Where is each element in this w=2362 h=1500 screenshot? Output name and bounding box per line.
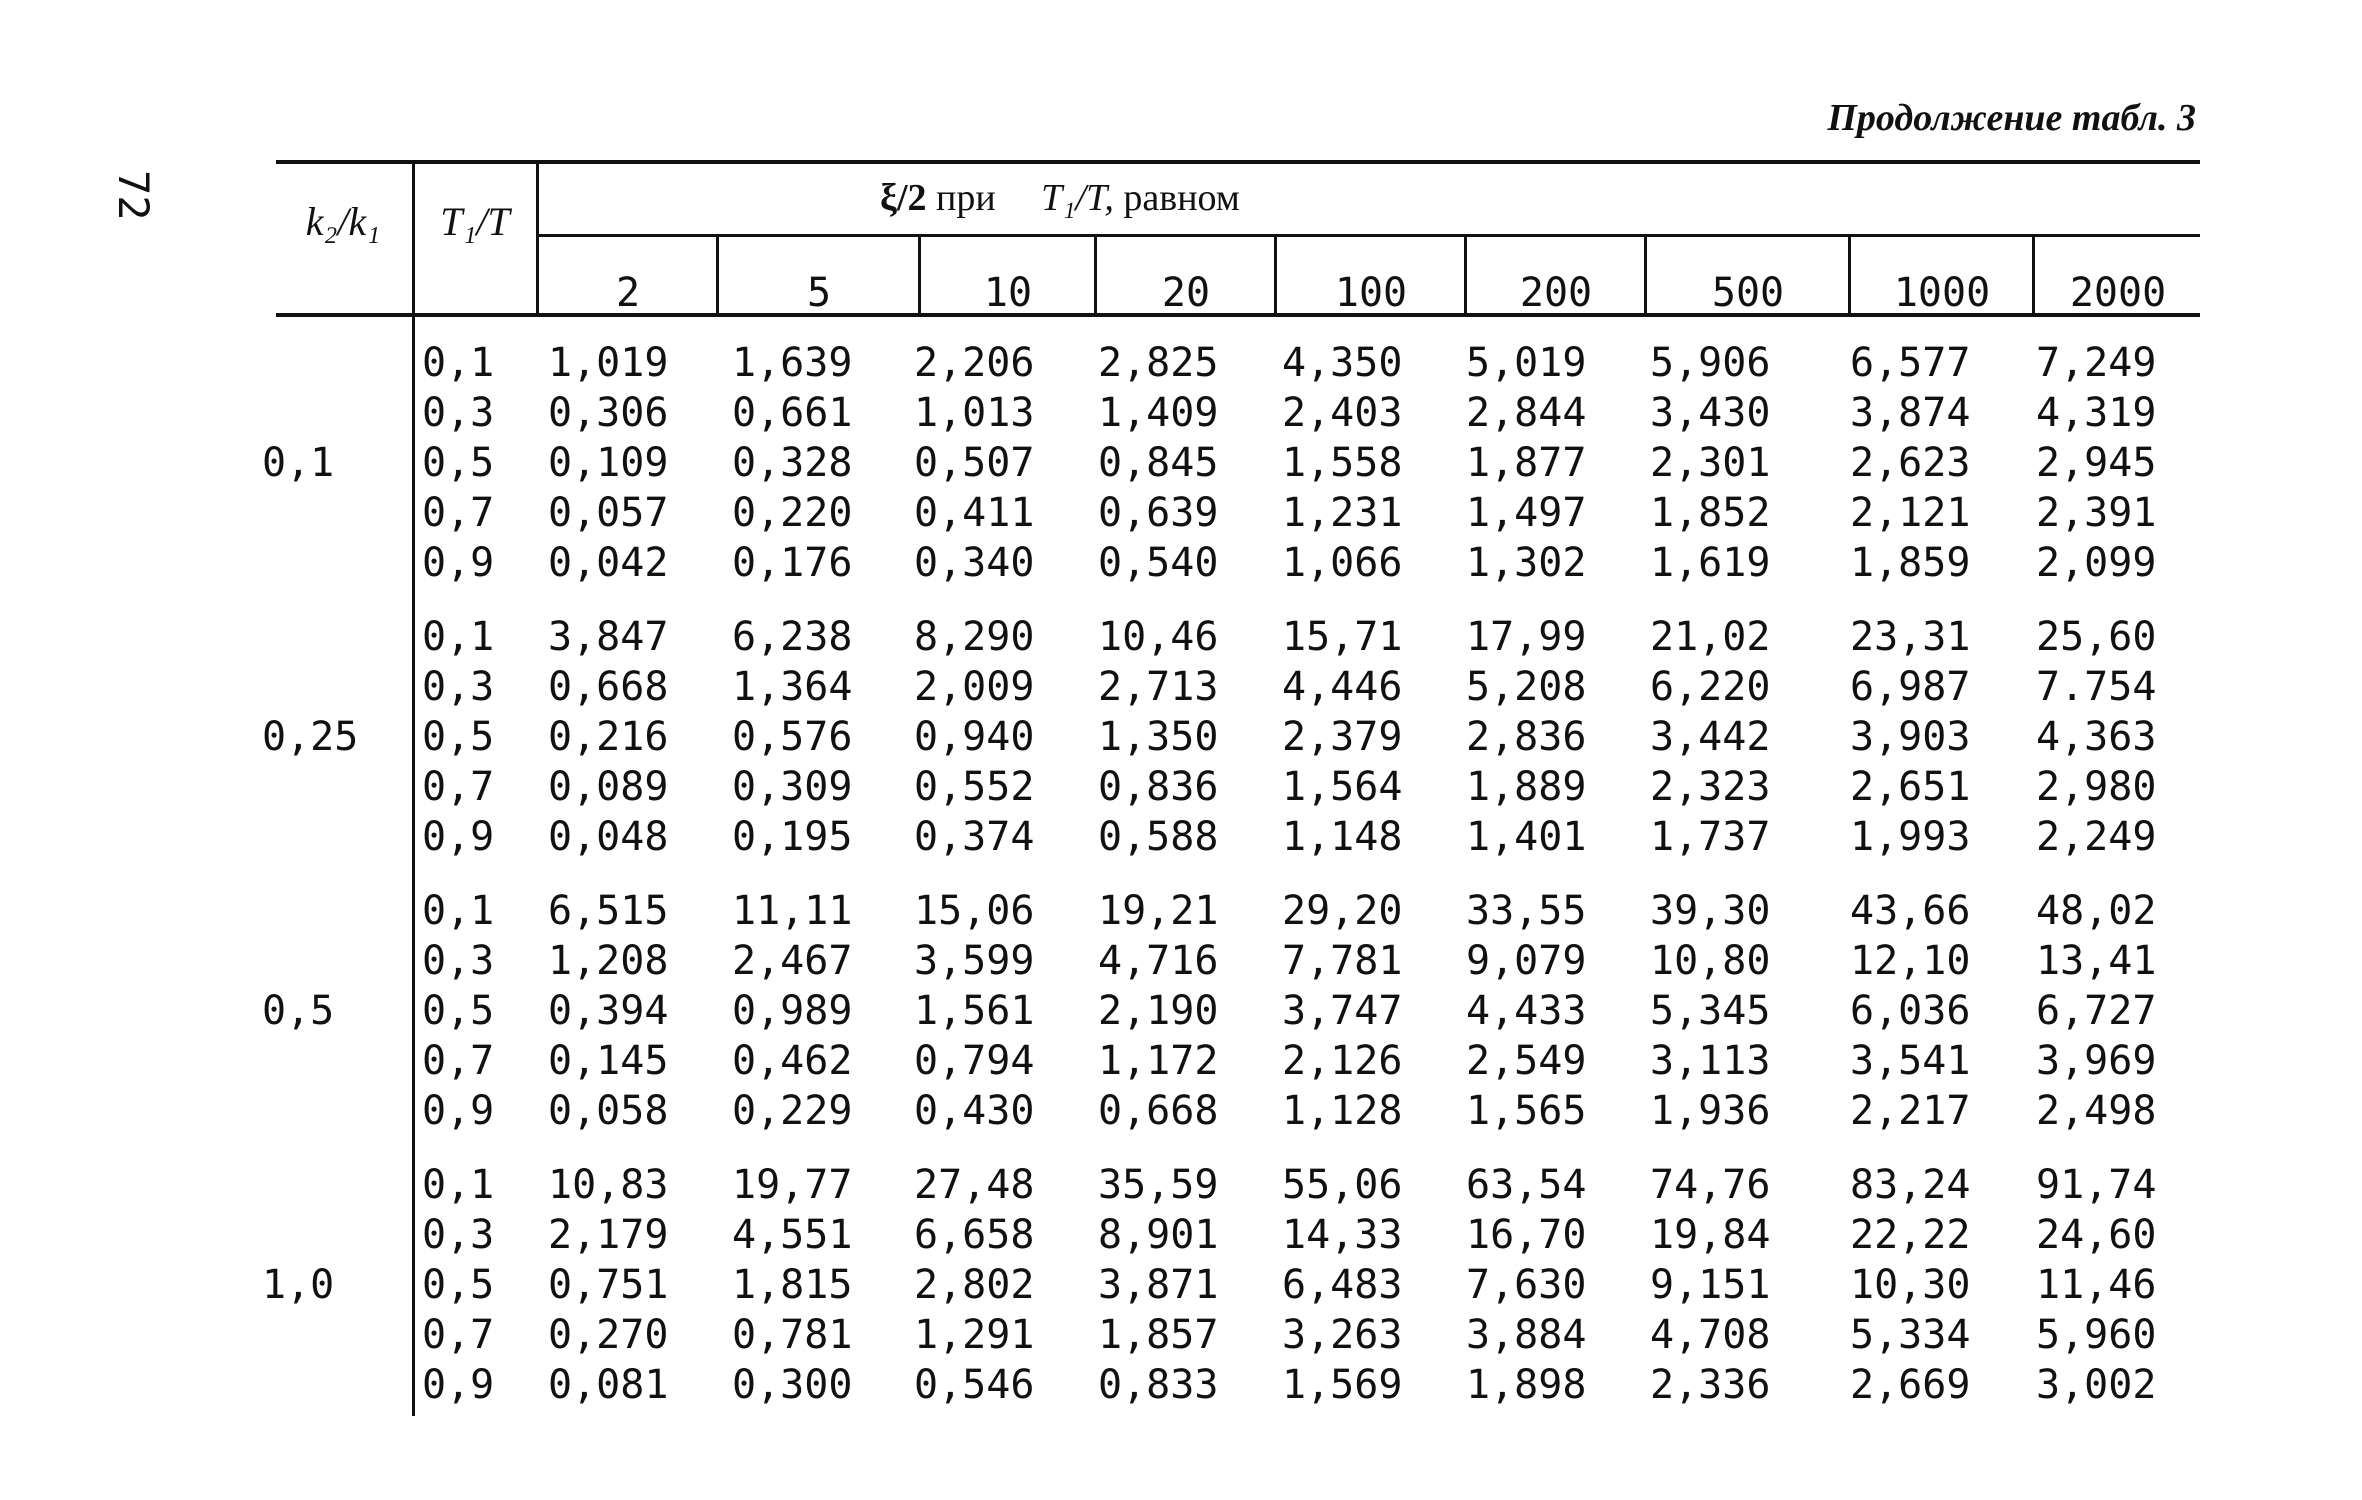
table-cell: 2,945	[2036, 440, 2157, 486]
t-ratio-value: 0,7	[422, 1038, 495, 1084]
table-cell: 2,190	[1098, 988, 1219, 1034]
table-cell: 0,081	[548, 1362, 669, 1408]
table-cell: 0,394	[548, 988, 669, 1034]
table-cell: 0,845	[1098, 440, 1219, 486]
table-cell: 0,540	[1098, 540, 1219, 586]
t-ratio-value: 0,3	[422, 1212, 495, 1258]
table-cell: 1,898	[1466, 1362, 1587, 1408]
header-divider	[2032, 236, 2035, 316]
table-cell: 4,350	[1282, 340, 1403, 386]
table-cell: 6,238	[732, 614, 853, 660]
t-ratio-value: 0,9	[422, 540, 495, 586]
table-cell: 2,836	[1466, 714, 1587, 760]
table-cell: 0,374	[914, 814, 1035, 860]
table-cell: 2,980	[2036, 764, 2157, 810]
column-header: 20	[1161, 270, 1211, 316]
table-cell: 1,889	[1466, 764, 1587, 810]
t-ratio-value: 0,3	[422, 664, 495, 710]
table-cell: 4,319	[2036, 390, 2157, 436]
t-ratio-value: 0,3	[422, 938, 495, 984]
table-cell: 24,60	[2036, 1212, 2157, 1258]
table-cell: 8,901	[1098, 1212, 1219, 1258]
table-cell: 10,30	[1850, 1262, 1971, 1308]
table-cell: 0,833	[1098, 1362, 1219, 1408]
table-cell: 1,066	[1282, 540, 1403, 586]
k-ratio-value: 0,1	[262, 440, 335, 486]
t-ratio-value: 0,7	[422, 490, 495, 536]
table-cell: 1,737	[1650, 814, 1771, 860]
t-ratio-header: T₁/T	[440, 199, 510, 244]
table-cell: 0,576	[732, 714, 853, 760]
table-cell: 0,940	[914, 714, 1035, 760]
header-divider	[716, 236, 719, 316]
table-cell: 6,483	[1282, 1262, 1403, 1308]
table-cell: 0,507	[914, 440, 1035, 486]
table-top-rule	[276, 160, 2200, 164]
table-cell: 2,206	[914, 340, 1035, 386]
table-cell: 2,301	[1650, 440, 1771, 486]
table-cell: 4,433	[1466, 988, 1587, 1034]
table-cell: 1,619	[1650, 540, 1771, 586]
table-cell: 1,172	[1098, 1038, 1219, 1084]
table-cell: 7,630	[1466, 1262, 1587, 1308]
table-cell: 3,430	[1650, 390, 1771, 436]
table-cell: 23,31	[1850, 614, 1971, 660]
t-ratio-value: 0,9	[422, 814, 495, 860]
table-cell: 19,77	[732, 1162, 853, 1208]
table-cell: 1,350	[1098, 714, 1219, 760]
table-cell: 63,54	[1466, 1162, 1587, 1208]
k-ratio-value: 0,5	[262, 988, 335, 1034]
table-cell: 0,546	[914, 1362, 1035, 1408]
group-title-at: при	[936, 177, 996, 219]
table-cell: 1,364	[732, 664, 853, 710]
table-cell: 0,781	[732, 1312, 853, 1358]
table-cell: 16,70	[1466, 1212, 1587, 1258]
table-cell: 19,21	[1098, 888, 1219, 934]
table-cell: 0,661	[732, 390, 853, 436]
table-cell: 6,577	[1850, 340, 1971, 386]
table-cell: 3,969	[2036, 1038, 2157, 1084]
table-cell: 1,565	[1466, 1088, 1587, 1134]
column-header: 500	[1711, 270, 1785, 316]
table-cell: 1,019	[548, 340, 669, 386]
table-cell: 1,302	[1466, 540, 1587, 586]
header-divider	[536, 160, 539, 316]
table-cell: 12,10	[1850, 938, 1971, 984]
body-divider	[412, 316, 415, 1416]
table-cell: 1,993	[1850, 814, 1971, 860]
table-cell: 3,747	[1282, 988, 1403, 1034]
table-cell: 48,02	[2036, 888, 2157, 934]
k-ratio-value: 1,0	[262, 1262, 335, 1308]
table-cell: 2,009	[914, 664, 1035, 710]
table-cell: 2,323	[1650, 764, 1771, 810]
table-cell: 0,639	[1098, 490, 1219, 536]
table-cell: 6,036	[1850, 988, 1971, 1034]
t-ratio-value: 0,5	[422, 714, 495, 760]
table-cell: 0,109	[548, 440, 669, 486]
table-cell: 0,340	[914, 540, 1035, 586]
table-cell: 10,83	[548, 1162, 669, 1208]
table-cell: 11,11	[732, 888, 853, 934]
header-divider	[1464, 236, 1467, 316]
table-cell: 0,270	[548, 1312, 669, 1358]
t-ratio-value: 0,5	[422, 988, 495, 1034]
table-cell: 3,541	[1850, 1038, 1971, 1084]
header-divider	[918, 236, 921, 316]
table-cell: 3,847	[548, 614, 669, 660]
table-cell: 3,874	[1850, 390, 1971, 436]
table-cell: 0,300	[732, 1362, 853, 1408]
table-cell: 5,960	[2036, 1312, 2157, 1358]
table-cell: 11,46	[2036, 1262, 2157, 1308]
table-cell: 9,079	[1466, 938, 1587, 984]
table-cell: 6,658	[914, 1212, 1035, 1258]
t-ratio-value: 0,1	[422, 340, 495, 386]
header-mid-rule	[536, 234, 2200, 237]
table-cell: 2,099	[2036, 540, 2157, 586]
group-title	[880, 176, 1240, 220]
column-header: 100	[1334, 270, 1408, 316]
table-cell: 1,208	[548, 938, 669, 984]
table-cell: 0,220	[732, 490, 853, 536]
table-cell: 2,549	[1466, 1038, 1587, 1084]
page-number: 72	[109, 170, 158, 221]
table-cell: 2,179	[548, 1212, 669, 1258]
column-header: 200	[1519, 270, 1593, 316]
header-divider	[1274, 236, 1277, 316]
table-cell: 1,291	[914, 1312, 1035, 1358]
table-cell: 0,588	[1098, 814, 1219, 860]
table-cell: 0,462	[732, 1038, 853, 1084]
table-cell: 0,048	[548, 814, 669, 860]
table-cell: 15,06	[914, 888, 1035, 934]
table-cell: 0,176	[732, 540, 853, 586]
table-cell: 2,336	[1650, 1362, 1771, 1408]
column-header: 2000	[2069, 270, 2167, 316]
table-cell: 0,668	[548, 664, 669, 710]
table-cell: 1,936	[1650, 1088, 1771, 1134]
table-cell: 2,403	[1282, 390, 1403, 436]
table-cell: 0,411	[914, 490, 1035, 536]
table-cell: 1,639	[732, 340, 853, 386]
table-cell: 5,019	[1466, 340, 1587, 386]
table-cell: 33,55	[1466, 888, 1587, 934]
table-cell: 3,599	[914, 938, 1035, 984]
table-cell: 6,727	[2036, 988, 2157, 1034]
table-cell: 3,884	[1466, 1312, 1587, 1358]
table-cell: 10,46	[1098, 614, 1219, 660]
table-cell: 0,751	[548, 1262, 669, 1308]
k-ratio-value: 0,25	[262, 714, 359, 760]
table-cell: 5,345	[1650, 988, 1771, 1034]
table-cell: 3,442	[1650, 714, 1771, 760]
table-cell: 4,446	[1282, 664, 1403, 710]
table-cell: 3,871	[1098, 1262, 1219, 1308]
table-cell: 2,126	[1282, 1038, 1403, 1084]
table-cell: 5,208	[1466, 664, 1587, 710]
table-cell: 17,99	[1466, 614, 1587, 660]
t-ratio-value: 0,5	[422, 1262, 495, 1308]
table-cell: 0,836	[1098, 764, 1219, 810]
table-cell: 22,22	[1850, 1212, 1971, 1258]
table-cell: 2,623	[1850, 440, 1971, 486]
table-cell: 1,148	[1282, 814, 1403, 860]
table-cell: 91,74	[2036, 1162, 2157, 1208]
table-cell: 2,802	[914, 1262, 1035, 1308]
table-cell: 7,249	[2036, 340, 2157, 386]
table-cell: 4,363	[2036, 714, 2157, 760]
table-cell: 2,379	[1282, 714, 1403, 760]
table-caption: Продолжение табл. 3	[1827, 97, 2196, 139]
header-divider	[1644, 236, 1647, 316]
t-ratio-value: 0,3	[422, 390, 495, 436]
table-cell: 0,794	[914, 1038, 1035, 1084]
header-divider	[412, 160, 415, 316]
table-cell: 6,987	[1850, 664, 1971, 710]
table-cell: 2,249	[2036, 814, 2157, 860]
table-cell: 0,195	[732, 814, 853, 860]
table-cell: 0,089	[548, 764, 669, 810]
header-divider	[1848, 236, 1851, 316]
xi-symbol: ξ/2	[880, 177, 927, 219]
table-cell: 1,013	[914, 390, 1035, 436]
table-cell: 0,430	[914, 1088, 1035, 1134]
column-header: 10	[983, 270, 1033, 316]
table-cell: 0,145	[548, 1038, 669, 1084]
table-cell: 5,906	[1650, 340, 1771, 386]
table-cell: 0,668	[1098, 1088, 1219, 1134]
table-cell: 55,06	[1282, 1162, 1403, 1208]
column-header: 2	[615, 270, 641, 316]
table-cell: 0,989	[732, 988, 853, 1034]
table-cell: 2,651	[1850, 764, 1971, 810]
t-ratio-value: 0,7	[422, 1312, 495, 1358]
table-cell: 3,263	[1282, 1312, 1403, 1358]
table-cell: 3,113	[1650, 1038, 1771, 1084]
table-cell: 19,84	[1650, 1212, 1771, 1258]
table-cell: 21,02	[1650, 614, 1771, 660]
header-divider	[1094, 236, 1097, 316]
table-cell: 5,334	[1850, 1312, 1971, 1358]
table-cell: 2,467	[732, 938, 853, 984]
column-header: 5	[806, 270, 832, 316]
t-ratio-value: 0,1	[422, 614, 495, 660]
table-cell: 39,30	[1650, 888, 1771, 934]
table-cell: 43,66	[1850, 888, 1971, 934]
table-cell: 1,852	[1650, 490, 1771, 536]
table-cell: 2,217	[1850, 1088, 1971, 1134]
table-cell: 1,815	[732, 1262, 853, 1308]
table-cell: 1,231	[1282, 490, 1403, 536]
t-ratio-value: 0,9	[422, 1088, 495, 1134]
table-cell: 25,60	[2036, 614, 2157, 660]
table-cell: 13,41	[2036, 938, 2157, 984]
table-cell: 2,669	[1850, 1362, 1971, 1408]
table-cell: 4,551	[732, 1212, 853, 1258]
table-cell: 29,20	[1282, 888, 1403, 934]
table-cell: 8,290	[914, 614, 1035, 660]
table-cell: 4,716	[1098, 938, 1219, 984]
table-cell: 1,564	[1282, 764, 1403, 810]
table-cell: 4,708	[1650, 1312, 1771, 1358]
table-cell: 6,515	[548, 888, 669, 934]
table-cell: 0,058	[548, 1088, 669, 1134]
table-cell: 7,781	[1282, 938, 1403, 984]
t-ratio-value: 0,5	[422, 440, 495, 486]
table-cell: 14,33	[1282, 1212, 1403, 1258]
table-cell: 35,59	[1098, 1162, 1219, 1208]
table-cell: 0,042	[548, 540, 669, 586]
table-cell: 3,903	[1850, 714, 1971, 760]
table-cell: 0,552	[914, 764, 1035, 810]
table-cell: 0,328	[732, 440, 853, 486]
table-cell: 6,220	[1650, 664, 1771, 710]
table-cell: 1,857	[1098, 1312, 1219, 1358]
table-cell: 7.754	[2036, 664, 2157, 710]
table-cell: 2,844	[1466, 390, 1587, 436]
table-cell: 15,71	[1282, 614, 1403, 660]
table-cell: 1,409	[1098, 390, 1219, 436]
t-ratio-value: 0,1	[422, 1162, 495, 1208]
table-cell: 0,309	[732, 764, 853, 810]
table-cell: 1,401	[1466, 814, 1587, 860]
table-cell: 0,216	[548, 714, 669, 760]
table-cell: 0,306	[548, 390, 669, 436]
group-title-var: T₁/T,	[1041, 177, 1114, 219]
table-cell: 2,121	[1850, 490, 1971, 536]
table-cell: 74,76	[1650, 1162, 1771, 1208]
column-header: 1000	[1893, 270, 1991, 316]
table-cell: 1,128	[1282, 1088, 1403, 1134]
table-cell: 2,825	[1098, 340, 1219, 386]
table-cell: 2,498	[2036, 1088, 2157, 1134]
table-cell: 10,80	[1650, 938, 1771, 984]
t-ratio-value: 0,7	[422, 764, 495, 810]
table-cell: 1,877	[1466, 440, 1587, 486]
table-cell: 0,229	[732, 1088, 853, 1134]
table-cell: 3,002	[2036, 1362, 2157, 1408]
t-ratio-value: 0,9	[422, 1362, 495, 1408]
k-ratio-header: k₂/k₁	[305, 199, 381, 244]
t-ratio-value: 0,1	[422, 888, 495, 934]
table-cell: 1,558	[1282, 440, 1403, 486]
group-title-suffix: равном	[1123, 177, 1240, 219]
table-cell: 1,497	[1466, 490, 1587, 536]
table-cell: 2,391	[2036, 490, 2157, 536]
table-cell: 9,151	[1650, 1262, 1771, 1308]
table-cell: 83,24	[1850, 1162, 1971, 1208]
table-cell: 0,057	[548, 490, 669, 536]
table-cell: 27,48	[914, 1162, 1035, 1208]
table-cell: 1,569	[1282, 1362, 1403, 1408]
table-cell: 1,561	[914, 988, 1035, 1034]
table-cell: 1,859	[1850, 540, 1971, 586]
table-cell: 2,713	[1098, 664, 1219, 710]
